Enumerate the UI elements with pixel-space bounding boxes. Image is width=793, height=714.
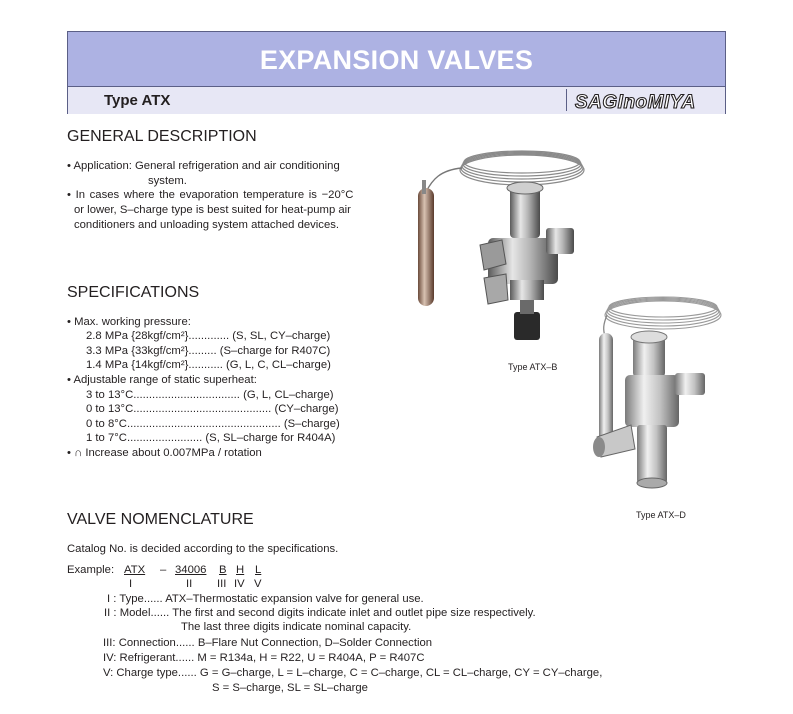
spec-line: 1.4 MPa {14kgf/cm²}........... (G, L, C, CL–charge) — [86, 359, 331, 371]
nomenclature-item: I : Type...... ATX–Thermostatic expansion valve for general use. — [107, 593, 424, 605]
numeral-label: V — [254, 578, 262, 590]
example-part-connection: B — [219, 564, 227, 576]
spec-line: • ∩ Increase about 0.007MPa / rotation — [67, 447, 262, 459]
spec-line: 1 to 7°C........................ (S, SL–charge for R404A) — [86, 432, 336, 444]
nomenclature-item: IV: Refrigerant...... M = R134a, H = R22, U = R404A, P = R407C — [103, 652, 425, 664]
type-label: Type ATX — [104, 92, 171, 109]
numeral-label: IV — [234, 578, 245, 590]
nomenclature-intro: Catalog No. is decided according to the specifications. — [67, 543, 339, 555]
valve-photo-atx-b — [410, 140, 585, 350]
page-header — [67, 31, 726, 114]
nomenclature-item: S = S–charge, SL = SL–charge — [212, 682, 368, 694]
example-dash: – — [160, 564, 167, 576]
nomenclature-item: II : Model...... The first and second digits indicate inlet and outlet pipe size respectively. — [104, 607, 536, 619]
photo-caption-atx-d: Type ATX–D — [636, 510, 686, 520]
photo-caption-atx-b: Type ATX–B — [508, 362, 558, 372]
numeral-label: I — [129, 578, 133, 590]
saginomiya-logo-icon — [573, 89, 723, 113]
numeral-label: II — [186, 578, 193, 590]
spec-line: • Adjustable range of static superheat: — [67, 374, 257, 386]
specifications-heading: SPECIFICATIONS — [67, 284, 200, 301]
nomenclature-item: The last three digits indicate nominal capacity. — [181, 621, 412, 633]
spec-line: • Max. working pressure: — [67, 316, 191, 328]
spec-line: 0 to 8°C................................................. (S–charge) — [86, 418, 340, 430]
svg-text:SAGInoMIYA: SAGInoMIYA — [575, 92, 696, 113]
example-label: Example: — [67, 564, 115, 576]
example-part-model: 34006 — [175, 564, 207, 576]
spec-line: 3 to 13°C.................................. (G, L, CL–charge) — [86, 389, 334, 401]
nomenclature-heading: VALVE NOMENCLATURE — [67, 511, 254, 528]
nomenclature-item: III: Connection...... B–Flare Nut Connection, D–Solder Connection — [103, 637, 433, 649]
subheader-band — [68, 86, 725, 114]
spec-line: 0 to 13°C............................................ (CY–charge) — [86, 403, 339, 415]
example-part-charge: L — [255, 564, 262, 576]
nomenclature-item: V: Charge type...... G = G–charge, L = L–charge, C = C–charge, CL = CL–charge, CY = CY–charge, — [103, 667, 603, 679]
brand-logo — [566, 89, 725, 111]
general-description-heading: GENERAL DESCRIPTION — [67, 128, 257, 145]
general-description-line: • Application: General refrigeration and air conditioning — [67, 160, 340, 172]
title-band — [68, 32, 725, 86]
general-description-line: • In cases where the evaporation temperature is −20°C — [67, 189, 354, 201]
example-part-refrigerant: H — [236, 564, 245, 576]
numeral-label: III — [217, 578, 227, 590]
general-description-line: conditioners and unloading system attached devices. — [74, 219, 340, 231]
general-description-line: system. — [148, 175, 187, 187]
valve-photo-atx-d — [585, 285, 730, 500]
spec-line: 2.8 MPa {28kgf/cm²}............. (S, SL, CY–charge) — [86, 330, 331, 342]
example-part-type: ATX — [124, 564, 146, 576]
spec-line: 3.3 MPa {33kgf/cm²}......... (S–charge for R407C) — [86, 345, 331, 357]
page-title: EXPANSION VALVES — [259, 45, 534, 75]
general-description-line: or lower, S–charge type is best suited for heat-pump air — [74, 204, 351, 216]
